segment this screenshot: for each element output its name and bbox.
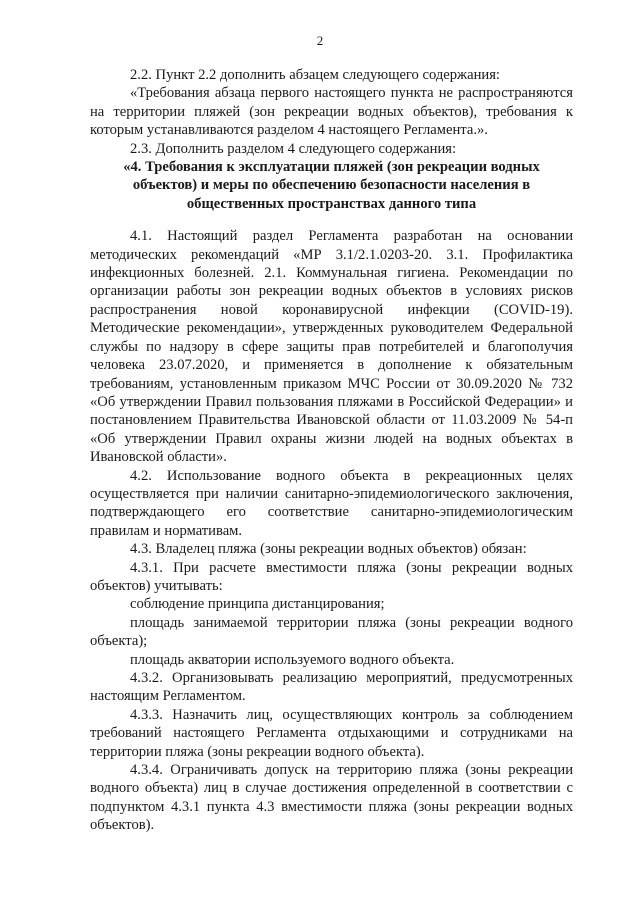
paragraph-4-3: 4.3. Владелец пляжа (зоны рекреации водных объектов) обязан: (130, 541, 527, 558)
section-heading: «4. Требования к эксплуатации пляжей (зон рекреации водных объектов) и меры по обеспечению безопасности населения в общественных пространствах данного типа (123, 159, 540, 212)
paragraph-4-2: 4.2. Использование водного объекта в рекреационных целях осуществляется при наличии санитарно-эпидемиологического заключения, подтверждающего его соответствие санитарно-эпидемиологическим правилам и нормативам. (90, 467, 573, 539)
paragraph-2-2: 2.2. Пункт 2.2 дополнить абзацем следующего содержания: (130, 67, 500, 83)
document-body (90, 66, 573, 835)
page-number: 2 (316, 33, 324, 48)
list-item-territory-area: площадь занимаемой территории пляжа (зоны рекреации водного объекта); (90, 614, 573, 650)
list-item-water-area: площадь акватории используемого водного объекта. (130, 651, 455, 668)
paragraph-4-3-3: 4.3.3. Назначить лиц, осуществляющих контроль за соблюдением требований настоящего Регламента отдыхающими и сотрудниками на территории пляжа (зоны рекреации водного объекта). (90, 706, 573, 760)
paragraph-4-3-2: 4.3.2. Организовывать реализацию мероприятий, предусмотренных настоящим Регламентом. (90, 670, 573, 705)
paragraph-4-3-4: 4.3.4. Ограничивать допуск на территорию пляжа (зоны рекреации водного объекта) лиц в случае достижения определенной в соответствии с подпунктом 4.3.1 пункта 4.3 вместимости пляжа (зоны рекреации водных объектов). (90, 762, 573, 834)
paragraph-quote: «Требования абзаца первого настоящего пункта не распространяются на территории пляжей (зон рекреации водных объектов), требования к которым устанавливаются разделом 4 настоящего Регламента.». (90, 85, 573, 139)
list-item-distancing: соблюдение принципа дистанцирования; (130, 596, 385, 613)
paragraph-2-3: 2.3. Дополнить разделом 4 следующего содержания: (130, 140, 457, 157)
paragraph-4-3-1: 4.3.1. При расчете вместимости пляжа (зоны рекреации водных объектов) учитывать: (90, 559, 573, 594)
paragraph-4-1: 4.1. Настоящий раздел Регламента разработан на основании методических рекомендаций «МР 3.1/2.1.0203-20. 3.1. Профилактика инфекционных болезней. 2.1. Коммунальная гигиена. Рекомендации по организации работы зон рекреации водных объектов в условиях рисков распространения новой коронавирусной инфекции (COVID-19). Методические рекомендации», утвержденных руководителем Федеральной службы по надзору в сфере защиты прав потребителей и благополучия человека 23.07.2020, и применяется в дополнение к обязательным требованиям, установленным приказом МЧС России от 30.09.2020 № 732 «Об утверждении Правил пользования пляжами в Российской Федерации» и постановлением Правительства Ивановской области от 11.03.2009 № 54-п «Об утверждении Правил охраны жизни людей на водных объектах в Ивановской области». (90, 228, 573, 466)
